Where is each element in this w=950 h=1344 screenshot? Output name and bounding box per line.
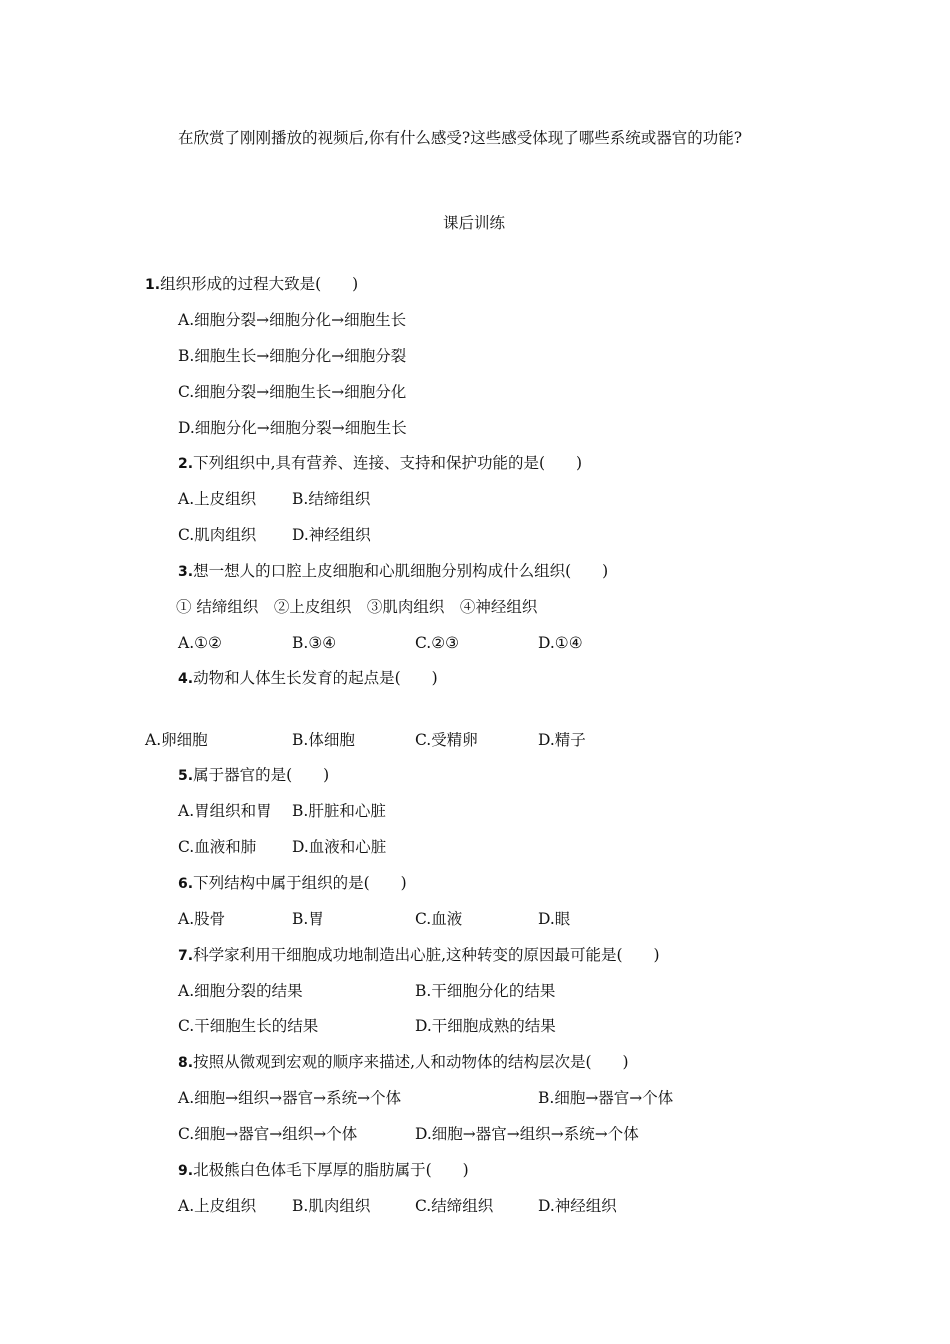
option-3b: B.③④: [292, 634, 337, 652]
question-4: [178, 668, 438, 689]
option-2d: D.神经组织: [292, 526, 371, 544]
intro-text: 在欣赏了刚刚播放的视频后,你有什么感受?这些感受体现了哪些系统或器官的功能?: [178, 129, 743, 147]
option-2a: A.上皮组织: [178, 490, 257, 508]
option-1c: C.细胞分裂→细胞生长→细胞分化: [178, 383, 407, 401]
question-number: 2.: [178, 456, 194, 472]
option-6b: B.胃: [292, 910, 324, 928]
question-number: 9.: [178, 1163, 194, 1179]
question-number: 6.: [178, 876, 194, 892]
question-5: [178, 765, 329, 786]
option-1a: A.细胞分裂→细胞分化→细胞生长: [178, 311, 407, 329]
option-3d: D.①④: [538, 634, 583, 652]
option-1b: B.细胞生长→细胞分化→细胞分裂: [178, 347, 407, 365]
question-stem: 北极熊白色体毛下厚厚的脂肪属于( ): [193, 1161, 469, 1179]
question-stem: 下列组织中,具有营养、连接、支持和保护功能的是( ): [193, 454, 583, 472]
question-1: [145, 274, 358, 295]
option-6c: C.血液: [415, 910, 463, 928]
question-number: 1.: [145, 277, 161, 293]
option-8c: C.细胞→器官→组织→个体: [178, 1125, 358, 1143]
option-5b: B.肝脏和心脏: [292, 802, 386, 820]
question-number: 3.: [178, 564, 194, 580]
question-stem: 属于器官的是( ): [193, 766, 330, 784]
question-3-choices: ① 结缔组织 ②上皮组织 ③肌肉组织 ④神经组织: [176, 598, 538, 616]
question-8: [178, 1052, 629, 1073]
option-7a: A.细胞分裂的结果: [178, 982, 303, 1000]
option-5d: D.血液和心脏: [292, 838, 387, 856]
option-2c: C.肌肉组织: [178, 526, 257, 544]
question-number: 7.: [178, 948, 194, 964]
question-stem: 下列结构中属于组织的是( ): [193, 874, 407, 892]
option-4d: D.精子: [538, 731, 586, 749]
question-stem: 动物和人体生长发育的起点是( ): [193, 669, 438, 687]
question-stem: 组织形成的过程大致是( ): [160, 275, 359, 293]
question-2: [178, 453, 582, 474]
question-number: 4.: [178, 671, 194, 687]
option-9b: B.肌肉组织: [292, 1197, 371, 1215]
option-6a: A.股骨: [178, 910, 226, 928]
option-7c: C.干细胞生长的结果: [178, 1017, 319, 1035]
question-6: [178, 873, 407, 894]
option-8b: B.细胞→器官→个体: [538, 1089, 674, 1107]
option-3c: C.②③: [415, 634, 460, 652]
option-5a: A.胃组织和胃: [178, 802, 272, 820]
option-8d: D.细胞→器官→组织→系统→个体: [415, 1125, 639, 1143]
option-3a: A.①②: [178, 634, 222, 652]
question-3: [178, 561, 608, 582]
option-5c: C.血液和肺: [178, 838, 257, 856]
option-4b: B.体细胞: [292, 731, 355, 749]
section-title: 课后训练: [443, 214, 506, 232]
option-9c: C.结缔组织: [415, 1197, 494, 1215]
option-2b: B.结缔组织: [292, 490, 371, 508]
option-4a: A.卵细胞: [145, 731, 208, 749]
option-8a: A.细胞→组织→器官→系统→个体: [178, 1089, 402, 1107]
option-4c: C.受精卵: [415, 731, 478, 749]
option-6d: D.眼: [538, 910, 571, 928]
question-7: [178, 945, 660, 966]
question-stem: 科学家利用干细胞成功地制造出心脏,这种转变的原因最可能是( ): [193, 946, 660, 964]
question-9: [178, 1160, 469, 1181]
question-number: 5.: [178, 768, 194, 784]
option-1d: D.细胞分化→细胞分裂→细胞生长: [178, 419, 407, 437]
option-9a: A.上皮组织: [178, 1197, 257, 1215]
question-number: 8.: [178, 1055, 194, 1071]
question-stem: 按照从微观到宏观的顺序来描述,人和动物体的结构层次是( ): [193, 1053, 629, 1071]
option-9d: D.神经组织: [538, 1197, 617, 1215]
option-7d: D.干细胞成熟的结果: [415, 1017, 556, 1035]
option-7b: B.干细胞分化的结果: [415, 982, 556, 1000]
question-stem: 想一想人的口腔上皮细胞和心肌细胞分别构成什么组织( ): [193, 562, 609, 580]
